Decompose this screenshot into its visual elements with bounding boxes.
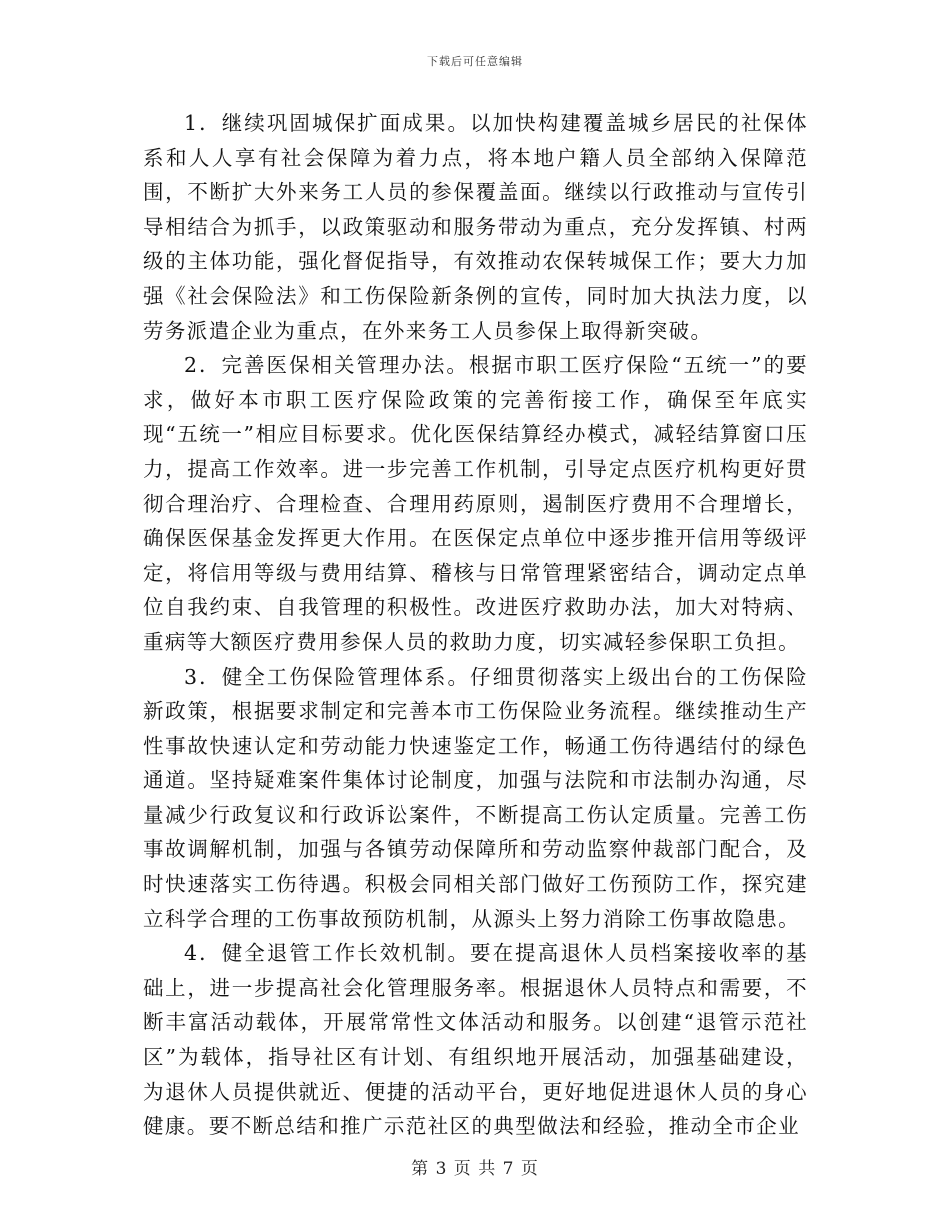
paragraph-1: 1．继续巩固城保扩面成果。以加快构建覆盖城乡居民的社保体系和人人享有社会保障为着力点，将本地户籍人员全部纳入保障范围，不断扩大外来务工人员的参保覆盖面。继续以行政推动与宣传引导相结合为抓手，以政策驱动和服务带动为重点，充分发挥镇、村两级的主体功能，强化督促指导，有效推动农保转城保工作；要大力加强《社会保险法》和工伤保险新条例的宣传，同时加大执法力度，以劳务派遣企业为重点，在外来务工人员参保上取得新突破。	[143, 111, 808, 343]
paragraph-4: 4．健全退管工作长效机制。要在提高退休人员档案接收率的基础上，进一步提高社会化管理服务率。根据退休人员特点和需要，不断丰富活动载体，开展常常性文体活动和服务。以创建“退管示范社区”为载体，指导社区有计划、有组织地开展活动，加强基础建设，为退休人员提供就近、便捷的活动平台，更好地促进退休人员的身心健康。要不断总结和推广示范社区的典型做法和经验，推动全市企业	[143, 941, 808, 1139]
paragraph-3: 3．健全工伤保险管理体系。仔细贯彻落实上级出台的工伤保险新政策，根据要求制定和完善本市工伤保险业务流程。继续推动生产性事故快速认定和劳动能力快速鉴定工作，畅通工伤待遇结付的绿色通道。坚持疑难案件集体讨论制度，加强与法院和市法制办沟通，尽量减少行政复议和行政诉讼案件，不断提高工伤认定质量。完善工伤事故调解机制，加强与各镇劳动保障所和劳动监察仲裁部门配合，及时快速落实工伤待遇。积极会同相关部门做好工伤预防工作，探究建立科学合理的工伤事故预防机制，从源头上努力消除工伤事故隐患。	[143, 664, 808, 931]
document-body	[143, 106, 808, 1144]
paragraph-2: 2．完善医保相关管理办法。根据市职工医疗保险“五统一”的要求，做好本市职工医疗保险政策的完善衔接工作，确保至年底实现“五统一”相应目标要求。优化医保结算经办模式，减轻结算窗口压力，提高工作效率。进一步完善工作机制，引导定点医疗机构更好贯彻合理治疗、合理检查、合理用药原则，遏制医疗费用不合理增长，确保医保基金发挥更大作用。在医保定点单位中逐步推开信用等级评定，将信用等级与费用结算、稽核与日常管理紧密结合，调动定点单位自我约束、自我管理的积极性。改进医疗救助办法，加大对特病、重病等大额医疗费用参保人员的救助力度，切实减轻参保职工负担。	[143, 353, 808, 654]
page-header: 下载后可任意编辑	[427, 55, 523, 68]
page-number: 第 3 页 共 7 页	[411, 1159, 539, 1179]
